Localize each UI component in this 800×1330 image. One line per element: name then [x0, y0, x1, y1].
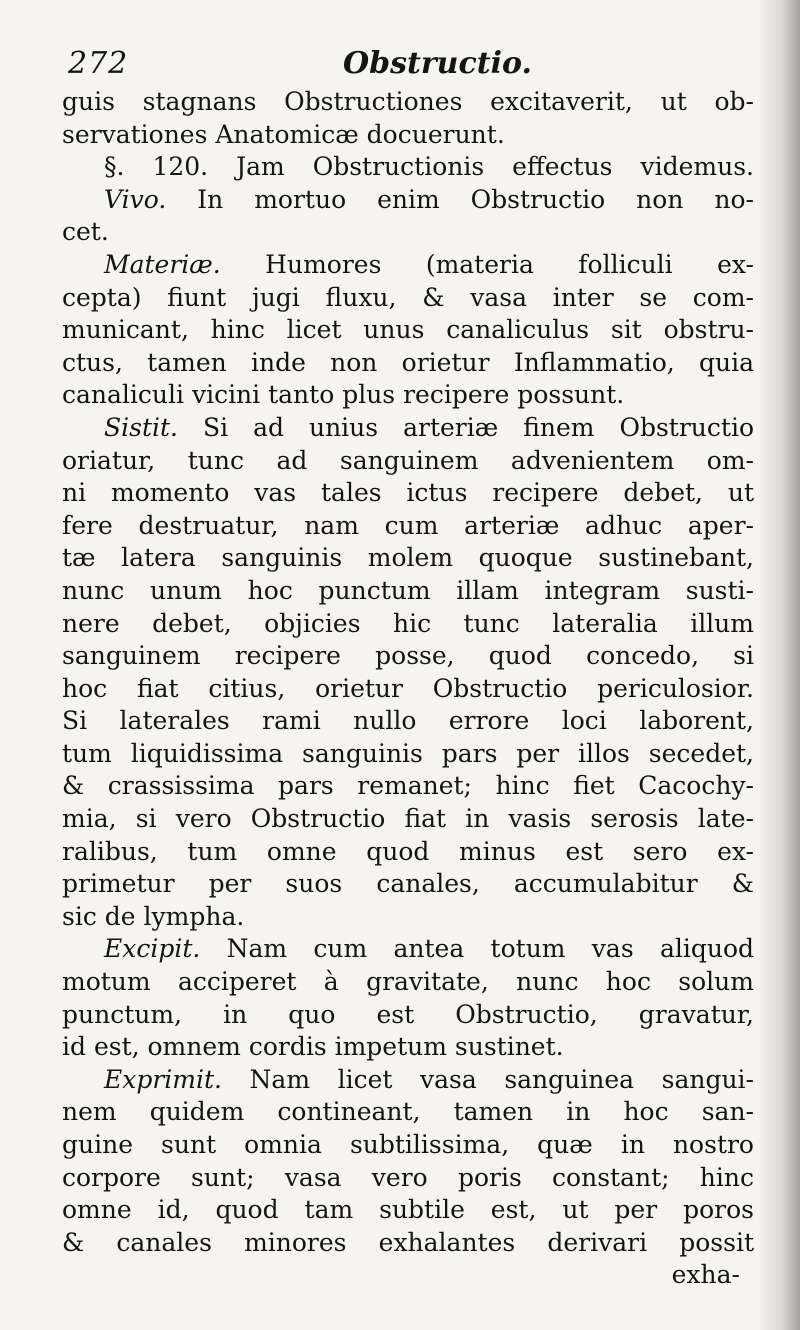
running-title: Obstructio.	[343, 46, 532, 81]
text-line	[62, 86, 754, 119]
text-line	[62, 738, 754, 771]
text-line	[62, 184, 754, 217]
page-number: 272	[68, 46, 129, 81]
text-line	[62, 1064, 754, 1097]
text-line	[62, 966, 754, 999]
line-text: punctum, in quo est Obstructio, gravatur,	[62, 999, 754, 1029]
line-text: Si laterales rami nullo errore loci laborent,	[62, 706, 754, 736]
line-text: nunc unum hoc punctum illam integram susti-	[62, 575, 754, 605]
line-text: §. 120. Jam Obstructionis effectus videmus.	[104, 152, 754, 182]
text-line	[62, 836, 754, 869]
text-line	[62, 216, 754, 249]
line-text: municant, hinc licet unus canaliculus sit obstru-	[62, 315, 754, 345]
line-text: sic de lympha.	[62, 901, 245, 931]
page-gutter-shadow	[758, 0, 800, 1330]
text-line	[62, 1031, 754, 1064]
text-line	[62, 314, 754, 347]
line-text: ralibus, tum omne quod minus est sero ex-	[62, 836, 754, 866]
text-line	[62, 1096, 754, 1129]
line-text: cepta) fiunt jugi fluxu, & vasa inter se com-	[62, 282, 754, 312]
text-line	[62, 933, 754, 966]
line-text: Si ad unius arteriæ finem Obstructio	[178, 412, 754, 442]
line-text: Humores (materia folliculi ex-	[220, 249, 754, 279]
text-line	[62, 119, 754, 152]
text-line	[62, 510, 754, 543]
marginal-keyword: Sistit.	[104, 412, 178, 442]
line-text: id est, omnem cordis impetum sustinet.	[62, 1032, 564, 1062]
text-line	[62, 901, 754, 934]
text-line	[62, 803, 754, 836]
text-line	[62, 151, 754, 184]
text-line	[62, 673, 754, 706]
text-line	[62, 412, 754, 445]
line-text: mia, si vero Obstructio fiat in vasis serosis late-	[62, 804, 754, 834]
text-line	[62, 1162, 754, 1195]
line-text: sanguinem recipere posse, quod concedo, si	[62, 641, 754, 671]
text-line	[62, 770, 754, 803]
line-text: servationes Anatomicæ docuerunt.	[62, 119, 505, 149]
line-text: guis stagnans Obstructiones excitaverit, ut ob-	[62, 87, 754, 116]
line-text: Nam cum antea totum vas aliquod	[200, 934, 754, 964]
line-text: oriatur, tunc ad sanguinem advenientem om-	[62, 445, 754, 475]
text-line	[62, 477, 754, 510]
catchword: exha-	[671, 1260, 740, 1290]
line-text: Nam licet vasa sanguinea sangui-	[222, 1064, 754, 1094]
line-text: hoc fiat citius, orietur Obstructio periculosior.	[62, 673, 754, 703]
text-line	[62, 379, 754, 412]
line-text: tæ latera sanguinis molem quoque sustinebant,	[62, 543, 754, 573]
marginal-keyword: Vivo.	[104, 184, 167, 214]
text-line	[62, 1129, 754, 1162]
text-line	[62, 575, 754, 608]
text-line	[62, 640, 754, 673]
line-text: nere debet, objicies hic tunc lateralia illum	[62, 608, 754, 638]
line-text: fere destruatur, nam cum arteriæ adhuc aper-	[62, 510, 754, 540]
marginal-keyword: Excipit.	[104, 934, 201, 964]
marginal-keyword: Exprimit.	[104, 1064, 222, 1094]
line-text: ctus, tamen inde non orietur Inflammatio, quia	[62, 347, 754, 377]
body-text	[62, 86, 754, 1292]
line-text: primetur per suos canales, accumulabitur &	[62, 869, 754, 899]
text-line	[62, 282, 754, 315]
line-text: corpore sunt; vasa vero poris constant; hinc	[62, 1162, 754, 1192]
line-text: & canales minores exhalantes derivari possit	[62, 1227, 754, 1257]
line-text: nem quidem contineant, tamen in hoc san-	[62, 1097, 754, 1127]
text-line	[62, 445, 754, 478]
line-text: In mortuo enim Obstructio non no-	[166, 184, 754, 214]
text-line	[62, 705, 754, 738]
text-line	[62, 1194, 754, 1227]
text-line	[62, 608, 754, 641]
text-line	[62, 999, 754, 1032]
text-line	[62, 868, 754, 901]
line-text: guine sunt omnia subtilissima, quæ in nostro	[62, 1130, 754, 1159]
text-line	[62, 1227, 754, 1260]
marginal-keyword: Materiæ.	[104, 249, 221, 279]
line-text: omne id, quod tam subtile est, ut per poros	[62, 1195, 754, 1225]
text-line	[62, 542, 754, 575]
line-text: tum liquidissima sanguinis pars per illos secedet,	[62, 738, 754, 768]
line-text: & crassissima pars remanet; hinc fiet Cacochy-	[62, 771, 754, 801]
line-text: canaliculi vicini tanto plus recipere possunt.	[62, 380, 625, 410]
text-line	[62, 249, 754, 282]
text-line	[62, 347, 754, 380]
line-text: cet.	[62, 217, 109, 247]
line-text: motum acciperet à gravitate, nunc hoc solum	[62, 967, 754, 997]
line-text: ni momento vas tales ictus recipere debet, ut	[62, 478, 754, 508]
